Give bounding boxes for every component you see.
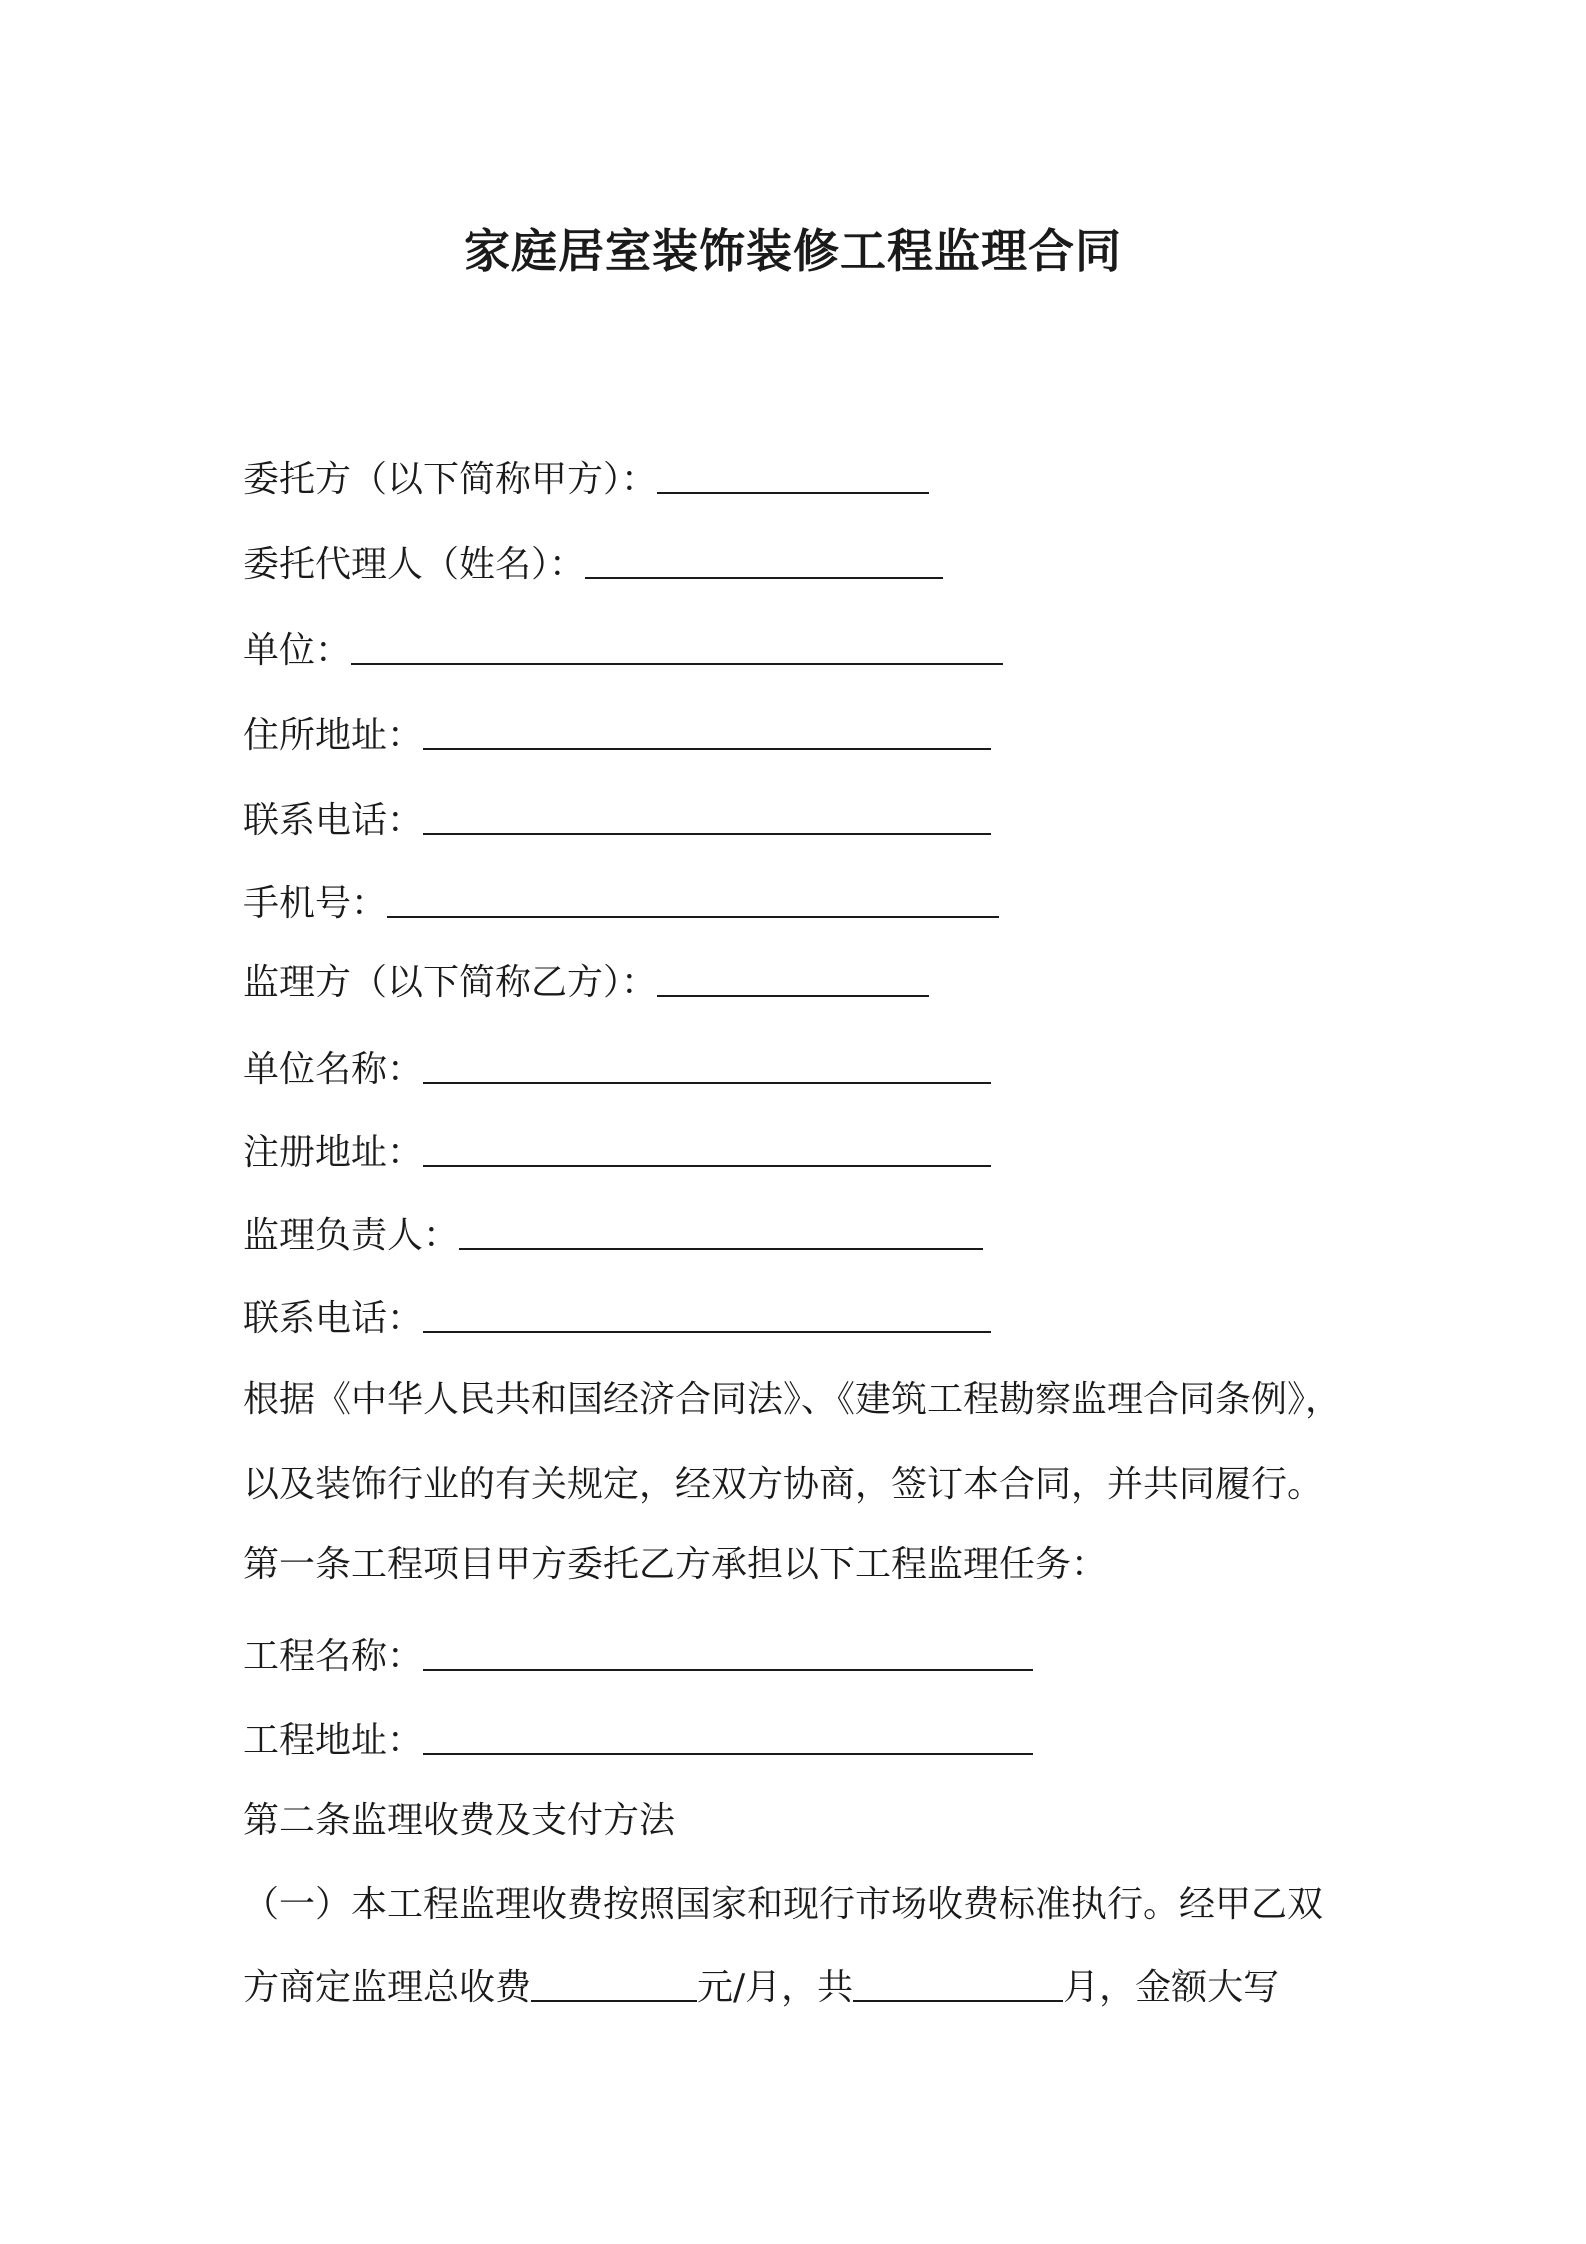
person-in-charge-label: 监理负责人： — [243, 1215, 460, 1256]
project-address-label: 工程地址： — [243, 1720, 424, 1761]
document-title: 家庭居室装饰装修工程监理合同 — [464, 224, 1122, 278]
phone-line-a — [243, 797, 991, 845]
preamble-line-1: 根据《中华人民共和国经济合同法》、《建筑工程勘察监理合同条例》， — [243, 1379, 1342, 1420]
address-line — [243, 712, 991, 760]
unit-name-blank[interactable] — [423, 1082, 991, 1084]
supervisor-blank[interactable] — [657, 995, 929, 997]
agent-blank[interactable] — [585, 577, 943, 579]
monthly-fee-blank[interactable] — [531, 2000, 697, 2002]
project-address-blank[interactable] — [423, 1753, 1033, 1755]
registered-address-line — [243, 1129, 991, 1177]
project-address-line — [243, 1717, 1033, 1765]
supervisor-line — [243, 959, 929, 1007]
client-line — [243, 456, 929, 504]
project-name-line — [243, 1633, 1033, 1681]
unit-line — [243, 627, 1003, 675]
months-blank[interactable] — [853, 2000, 1063, 2002]
phone-blank-b[interactable] — [423, 1331, 991, 1333]
clause1-text-c: 月，金额大写 — [1063, 1967, 1280, 2008]
phone-label-a: 联系电话： — [243, 800, 424, 841]
registered-address-label: 注册地址： — [243, 1132, 424, 1173]
supervisor-label: 监理方（以下简称乙方）： — [243, 962, 658, 1003]
address-blank[interactable] — [423, 748, 991, 750]
unit-label: 单位： — [243, 630, 352, 671]
clause1-text-a: 方商定监理总收费 — [243, 1967, 532, 2008]
client-blank[interactable] — [657, 492, 929, 494]
mobile-line — [243, 880, 999, 928]
article2-heading: 第二条监理收费及支付方法 — [243, 1800, 676, 1841]
agent-line — [243, 541, 943, 589]
unit-name-line — [243, 1046, 991, 1094]
mobile-label: 手机号： — [243, 883, 388, 924]
person-in-charge-line — [243, 1212, 983, 1260]
phone-line-b — [243, 1295, 991, 1343]
registered-address-blank[interactable] — [423, 1165, 991, 1167]
client-label: 委托方（以下简称甲方）： — [243, 459, 658, 500]
mobile-blank[interactable] — [387, 916, 999, 918]
agent-label: 委托代理人（姓名）： — [243, 544, 586, 585]
clause1-line-1: （一）本工程监理收费按照国家和现行市场收费标准执行。经甲乙双 — [243, 1884, 1324, 1925]
address-label: 住所地址： — [243, 715, 424, 756]
phone-blank-a[interactable] — [423, 833, 991, 835]
phone-label-b: 联系电话： — [243, 1298, 424, 1339]
unit-blank[interactable] — [351, 663, 1003, 665]
clause1-text-b: 元/月，共 — [697, 1967, 854, 2008]
person-in-charge-blank[interactable] — [459, 1248, 983, 1250]
project-name-blank[interactable] — [423, 1669, 1033, 1671]
unit-name-label: 单位名称： — [243, 1049, 424, 1090]
project-name-label: 工程名称： — [243, 1636, 424, 1677]
article1-heading: 第一条工程项目甲方委托乙方承担以下工程监理任务： — [243, 1544, 1108, 1585]
preamble-line-2: 以及装饰行业的有关规定，经双方协商，签订本合同，并共同履行。 — [243, 1464, 1324, 1505]
clause1-line-2 — [243, 1964, 1279, 2012]
